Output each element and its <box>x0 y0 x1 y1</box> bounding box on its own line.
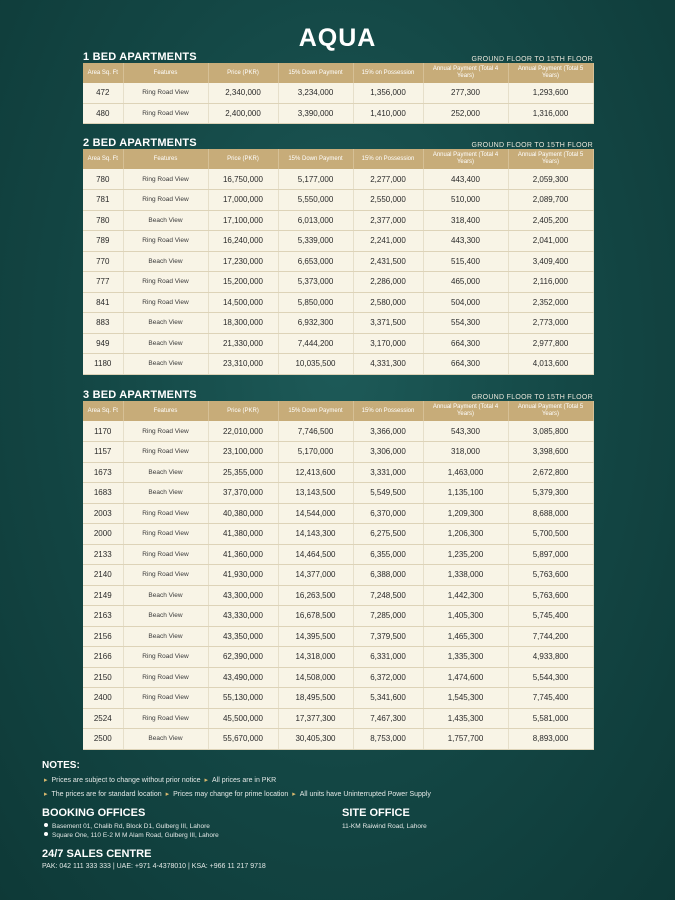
table-cell: Ring Road View <box>123 524 208 545</box>
table-cell: Ring Road View <box>123 169 208 190</box>
table-cell: 5,339,000 <box>278 231 353 252</box>
notes-heading: NOTES: <box>42 760 80 771</box>
table-cell: 3,234,000 <box>278 83 353 103</box>
table-cell: 2,241,000 <box>353 231 423 252</box>
table-cell: 781 <box>83 190 123 211</box>
note-item: Prices may change for prime location <box>173 791 289 798</box>
table-cell: 789 <box>83 231 123 252</box>
table-cell: Beach View <box>123 354 208 375</box>
table-cell: 1,465,300 <box>423 626 508 647</box>
table-row <box>83 83 593 103</box>
table-cell: 2,041,000 <box>508 231 593 252</box>
table-cell: 2,340,000 <box>208 83 278 103</box>
notes <box>42 760 642 804</box>
table-row <box>83 313 593 334</box>
table-cell: 2,550,000 <box>353 190 423 211</box>
site-office <box>342 807 427 831</box>
note-item: All prices are in PKR <box>212 777 277 784</box>
column-header: Price (PKR) <box>208 149 278 169</box>
table-cell: Ring Road View <box>123 565 208 586</box>
table-cell: 55,130,000 <box>208 688 278 709</box>
table-cell: 2,277,000 <box>353 169 423 190</box>
address-text: Square One, 110 E-2 M M Alam Road, Gulberg III, Lahore <box>52 832 219 839</box>
table-cell: 7,248,500 <box>353 585 423 606</box>
notes-line-2 <box>42 790 642 798</box>
table-row <box>83 565 593 586</box>
table-row <box>83 606 593 627</box>
table-row <box>83 483 593 504</box>
table-cell: 2156 <box>83 626 123 647</box>
table-cell: 277,300 <box>423 83 508 103</box>
table-cell: 16,750,000 <box>208 169 278 190</box>
table-cell: 43,350,000 <box>208 626 278 647</box>
table-cell: 3,390,000 <box>278 103 353 123</box>
table-cell: 6,388,000 <box>353 565 423 586</box>
table-cell: Beach View <box>123 585 208 606</box>
table-cell: 777 <box>83 272 123 293</box>
table-cell: 1,335,300 <box>423 647 508 668</box>
table-cell: 2,431,500 <box>353 251 423 272</box>
sales-centre <box>42 848 266 870</box>
table-cell: 543,300 <box>423 421 508 442</box>
sales-centre-phones: PAK: 042 111 333 333 | UAE: +971 4-4378010 | KSA: +966 11 217 9718 <box>42 863 266 870</box>
table-row <box>83 442 593 463</box>
table-cell: Beach View <box>123 251 208 272</box>
table-cell: 780 <box>83 210 123 231</box>
section-1-bed <box>83 49 593 124</box>
table-cell: Beach View <box>123 313 208 334</box>
table-cell: 3,306,000 <box>353 442 423 463</box>
column-header: Annual Payment (Total 5 Years) <box>508 63 593 83</box>
bullet-icon <box>44 823 48 827</box>
table-cell: 5,745,400 <box>508 606 593 627</box>
table-cell: 5,341,600 <box>353 688 423 709</box>
table-cell: 6,372,000 <box>353 667 423 688</box>
bullet-icon: ▸ <box>165 791 170 798</box>
table-header-row <box>83 63 593 83</box>
table-cell: 5,700,500 <box>508 524 593 545</box>
table-cell: Ring Road View <box>123 688 208 709</box>
table-cell: 5,177,000 <box>278 169 353 190</box>
price-table-1-bed <box>83 63 594 124</box>
bullet-icon: ▸ <box>44 777 48 784</box>
section-floor-range: GROUND FLOOR TO 15TH FLOOR <box>471 394 593 401</box>
table-cell: 6,331,000 <box>353 647 423 668</box>
column-header: Annual Payment (Total 5 Years) <box>508 149 593 169</box>
table-cell: 30,405,300 <box>278 729 353 750</box>
table-cell: 3,398,600 <box>508 442 593 463</box>
price-table-3-bed <box>83 401 594 750</box>
table-cell: 3,331,000 <box>353 462 423 483</box>
table-cell: 6,355,000 <box>353 544 423 565</box>
table-cell: 14,500,000 <box>208 292 278 313</box>
table-row <box>83 190 593 211</box>
table-cell: Ring Road View <box>123 103 208 123</box>
table-cell: 5,850,000 <box>278 292 353 313</box>
table-cell: 7,467,300 <box>353 708 423 729</box>
table-cell: 2500 <box>83 729 123 750</box>
table-cell: 8,893,000 <box>508 729 593 750</box>
table-cell: 22,010,000 <box>208 421 278 442</box>
table-cell: 1,316,000 <box>508 103 593 123</box>
table-cell: 1683 <box>83 483 123 504</box>
table-cell: 2,286,000 <box>353 272 423 293</box>
section-floor-range: GROUND FLOOR TO 15TH FLOOR <box>471 56 593 63</box>
table-cell: Ring Road View <box>123 667 208 688</box>
table-cell: 7,444,200 <box>278 333 353 354</box>
table-cell: 2003 <box>83 503 123 524</box>
column-header: Features <box>123 149 208 169</box>
table-cell: 2400 <box>83 688 123 709</box>
table-cell: 7,745,400 <box>508 688 593 709</box>
table-cell: Ring Road View <box>123 83 208 103</box>
booking-office-address <box>42 831 219 840</box>
table-cell: 23,310,000 <box>208 354 278 375</box>
table-row <box>83 544 593 565</box>
column-header: Price (PKR) <box>208 401 278 421</box>
table-cell: 443,300 <box>423 231 508 252</box>
table-cell: 1,338,000 <box>423 565 508 586</box>
table-row <box>83 421 593 442</box>
table-cell: 41,360,000 <box>208 544 278 565</box>
table-cell: 2166 <box>83 647 123 668</box>
table-row <box>83 503 593 524</box>
table-cell: 14,544,000 <box>278 503 353 524</box>
table-cell: 1,474,600 <box>423 667 508 688</box>
table-cell: 2140 <box>83 565 123 586</box>
table-cell: 1,410,000 <box>353 103 423 123</box>
table-cell: 2,400,000 <box>208 103 278 123</box>
table-cell: 43,300,000 <box>208 585 278 606</box>
table-cell: Beach View <box>123 210 208 231</box>
table-cell: 443,400 <box>423 169 508 190</box>
table-cell: 45,500,000 <box>208 708 278 729</box>
table-cell: 510,000 <box>423 190 508 211</box>
table-row <box>83 667 593 688</box>
table-header-row <box>83 149 593 169</box>
table-cell: 6,653,000 <box>278 251 353 272</box>
table-row <box>83 729 593 750</box>
table-row <box>83 292 593 313</box>
table-cell: Ring Road View <box>123 442 208 463</box>
table-cell: 37,370,000 <box>208 483 278 504</box>
table-cell: Ring Road View <box>123 503 208 524</box>
table-cell: 40,380,000 <box>208 503 278 524</box>
table-cell: 1,356,000 <box>353 83 423 103</box>
address-text: Basement 01, Chalib Rd, Block D1, Gulberg III, Lahore <box>52 823 210 830</box>
table-cell: 25,355,000 <box>208 462 278 483</box>
table-cell: 5,544,300 <box>508 667 593 688</box>
table-cell: 43,330,000 <box>208 606 278 627</box>
table-cell: 12,413,600 <box>278 462 353 483</box>
table-cell: 1,135,100 <box>423 483 508 504</box>
table-row <box>83 251 593 272</box>
note-item: All units have Uninterrupted Power Supply <box>299 791 431 798</box>
table-cell: 16,678,500 <box>278 606 353 627</box>
table-cell: 780 <box>83 169 123 190</box>
table-row <box>83 585 593 606</box>
table-cell: 2,773,000 <box>508 313 593 334</box>
table-row <box>83 626 593 647</box>
table-cell: 7,285,000 <box>353 606 423 627</box>
table-row <box>83 210 593 231</box>
column-header: Area Sq. Ft <box>83 401 123 421</box>
column-header: 15% Down Payment <box>278 149 353 169</box>
table-cell: 5,581,000 <box>508 708 593 729</box>
table-header-row <box>83 401 593 421</box>
table-cell: 5,549,500 <box>353 483 423 504</box>
site-office-heading: SITE OFFICE <box>342 807 410 819</box>
section-3-bed <box>83 387 593 750</box>
table-cell: 2,089,700 <box>508 190 593 211</box>
sales-centre-heading: 24/7 SALES CENTRE <box>42 848 152 860</box>
table-cell: 6,370,000 <box>353 503 423 524</box>
table-cell: 43,490,000 <box>208 667 278 688</box>
column-header: Annual Payment (Total 4 Years) <box>423 149 508 169</box>
table-cell: 17,230,000 <box>208 251 278 272</box>
table-cell: 1,235,200 <box>423 544 508 565</box>
column-header: 15% Down Payment <box>278 401 353 421</box>
section-title: 2 BED APARTMENTS <box>83 137 197 149</box>
table-row <box>83 272 593 293</box>
section-title: 3 BED APARTMENTS <box>83 389 197 401</box>
bullet-icon: ▸ <box>44 791 48 798</box>
table-cell: 504,000 <box>423 292 508 313</box>
note-item: Prices are subject to change without prior notice <box>51 777 201 784</box>
table-cell: Beach View <box>123 729 208 750</box>
table-cell: 2149 <box>83 585 123 606</box>
column-header: Features <box>123 401 208 421</box>
table-cell: 2,377,000 <box>353 210 423 231</box>
table-cell: 515,400 <box>423 251 508 272</box>
table-cell: 6,013,000 <box>278 210 353 231</box>
table-cell: 5,379,300 <box>508 483 593 504</box>
booking-offices <box>42 807 219 840</box>
table-cell: 7,746,500 <box>278 421 353 442</box>
table-cell: 4,933,800 <box>508 647 593 668</box>
table-cell: 318,400 <box>423 210 508 231</box>
table-cell: 841 <box>83 292 123 313</box>
table-cell: 2,672,800 <box>508 462 593 483</box>
table-cell: 17,100,000 <box>208 210 278 231</box>
column-header: Features <box>123 63 208 83</box>
table-cell: Ring Road View <box>123 190 208 211</box>
table-cell: 554,300 <box>423 313 508 334</box>
table-cell: Beach View <box>123 606 208 627</box>
table-cell: 14,395,500 <box>278 626 353 647</box>
price-table-2-bed <box>83 149 594 375</box>
table-cell: 7,744,200 <box>508 626 593 647</box>
table-row <box>83 647 593 668</box>
table-row <box>83 688 593 709</box>
column-header: Annual Payment (Total 5 Years) <box>508 401 593 421</box>
section-2-bed <box>83 135 593 375</box>
table-cell: 5,550,000 <box>278 190 353 211</box>
table-cell: 13,143,500 <box>278 483 353 504</box>
table-cell: 14,318,000 <box>278 647 353 668</box>
booking-office-address <box>42 822 219 831</box>
table-row <box>83 333 593 354</box>
table-row <box>83 169 593 190</box>
table-row <box>83 103 593 123</box>
table-cell: 17,000,000 <box>208 190 278 211</box>
table-cell: 18,300,000 <box>208 313 278 334</box>
table-cell: Ring Road View <box>123 231 208 252</box>
table-cell: 41,380,000 <box>208 524 278 545</box>
column-header: 15% on Possession <box>353 63 423 83</box>
table-cell: Beach View <box>123 462 208 483</box>
table-cell: 2133 <box>83 544 123 565</box>
table-cell: 1,435,300 <box>423 708 508 729</box>
table-cell: Ring Road View <box>123 708 208 729</box>
table-cell: 5,170,000 <box>278 442 353 463</box>
table-cell: 23,100,000 <box>208 442 278 463</box>
table-cell: 770 <box>83 251 123 272</box>
table-cell: 2,405,200 <box>508 210 593 231</box>
column-header: Annual Payment (Total 4 Years) <box>423 63 508 83</box>
table-cell: 2163 <box>83 606 123 627</box>
table-cell: 62,390,000 <box>208 647 278 668</box>
table-cell: Ring Road View <box>123 647 208 668</box>
table-cell: 17,377,300 <box>278 708 353 729</box>
table-cell: 480 <box>83 103 123 123</box>
table-cell: Ring Road View <box>123 544 208 565</box>
table-cell: 252,000 <box>423 103 508 123</box>
table-cell: 1,405,300 <box>423 606 508 627</box>
table-cell: Ring Road View <box>123 421 208 442</box>
section-header <box>83 135 593 149</box>
table-cell: 2,352,000 <box>508 292 593 313</box>
table-cell: 2524 <box>83 708 123 729</box>
table-cell: 2,116,000 <box>508 272 593 293</box>
table-cell: 2,977,800 <box>508 333 593 354</box>
table-cell: 8,753,000 <box>353 729 423 750</box>
table-cell: 465,000 <box>423 272 508 293</box>
table-cell: 1,463,000 <box>423 462 508 483</box>
table-cell: 2150 <box>83 667 123 688</box>
table-cell: 3,085,800 <box>508 421 593 442</box>
table-cell: 16,263,500 <box>278 585 353 606</box>
booking-offices-heading: BOOKING OFFICES <box>42 807 146 819</box>
table-cell: 1,442,300 <box>423 585 508 606</box>
table-cell: 1180 <box>83 354 123 375</box>
notes-line-1 <box>42 776 642 784</box>
table-cell: Beach View <box>123 333 208 354</box>
table-cell: 1170 <box>83 421 123 442</box>
table-cell: 6,932,300 <box>278 313 353 334</box>
table-row <box>83 708 593 729</box>
table-cell: 41,930,000 <box>208 565 278 586</box>
table-cell: 1157 <box>83 442 123 463</box>
table-cell: 949 <box>83 333 123 354</box>
table-row <box>83 524 593 545</box>
table-row <box>83 231 593 252</box>
column-header: Price (PKR) <box>208 63 278 83</box>
table-cell: 3,170,000 <box>353 333 423 354</box>
table-cell: 5,897,000 <box>508 544 593 565</box>
table-cell: 2000 <box>83 524 123 545</box>
table-cell: Beach View <box>123 483 208 504</box>
table-cell: 5,763,600 <box>508 565 593 586</box>
table-cell: 5,763,600 <box>508 585 593 606</box>
table-cell: 1,757,700 <box>423 729 508 750</box>
table-cell: 4,013,600 <box>508 354 593 375</box>
table-cell: 18,495,500 <box>278 688 353 709</box>
table-cell: 1,206,300 <box>423 524 508 545</box>
column-header: 15% Down Payment <box>278 63 353 83</box>
table-cell: 3,371,500 <box>353 313 423 334</box>
table-cell: 318,000 <box>423 442 508 463</box>
table-cell: 7,379,500 <box>353 626 423 647</box>
table-cell: 664,300 <box>423 333 508 354</box>
table-cell: 8,688,000 <box>508 503 593 524</box>
section-floor-range: GROUND FLOOR TO 15TH FLOOR <box>471 142 593 149</box>
table-cell: 883 <box>83 313 123 334</box>
table-cell: 1,293,600 <box>508 83 593 103</box>
table-cell: Beach View <box>123 626 208 647</box>
table-cell: 2,580,000 <box>353 292 423 313</box>
column-header: 15% on Possession <box>353 149 423 169</box>
column-header: 15% on Possession <box>353 401 423 421</box>
table-cell: 1,545,300 <box>423 688 508 709</box>
table-cell: 4,331,300 <box>353 354 423 375</box>
table-cell: 55,670,000 <box>208 729 278 750</box>
note-item: The prices are for standard location <box>51 791 162 798</box>
bullet-icon <box>44 832 48 836</box>
page-title: AQUA <box>298 24 377 52</box>
table-cell: 664,300 <box>423 354 508 375</box>
table-cell: 3,409,400 <box>508 251 593 272</box>
table-cell: 3,366,000 <box>353 421 423 442</box>
table-cell: 14,143,300 <box>278 524 353 545</box>
column-header: Area Sq. Ft <box>83 63 123 83</box>
table-cell: 16,240,000 <box>208 231 278 252</box>
table-cell: 14,508,000 <box>278 667 353 688</box>
table-row <box>83 354 593 375</box>
table-cell: 14,464,500 <box>278 544 353 565</box>
table-row <box>83 462 593 483</box>
section-title: 1 BED APARTMENTS <box>83 51 197 63</box>
bullet-icon: ▸ <box>204 777 209 784</box>
table-cell: 15,200,000 <box>208 272 278 293</box>
table-cell: Ring Road View <box>123 272 208 293</box>
table-cell: 1,209,300 <box>423 503 508 524</box>
table-cell: 21,330,000 <box>208 333 278 354</box>
table-cell: 1673 <box>83 462 123 483</box>
table-cell: 5,373,000 <box>278 272 353 293</box>
section-header <box>83 387 593 401</box>
table-cell: 14,377,000 <box>278 565 353 586</box>
table-cell: 472 <box>83 83 123 103</box>
table-cell: 6,275,500 <box>353 524 423 545</box>
column-header: Area Sq. Ft <box>83 149 123 169</box>
section-header <box>83 49 593 63</box>
table-cell: 2,059,300 <box>508 169 593 190</box>
bullet-icon: ▸ <box>292 791 296 798</box>
site-office-address: 11-KM Raiwind Road, Lahore <box>342 823 427 830</box>
column-header: Annual Payment (Total 4 Years) <box>423 401 508 421</box>
table-cell: Ring Road View <box>123 292 208 313</box>
table-cell: 10,035,500 <box>278 354 353 375</box>
